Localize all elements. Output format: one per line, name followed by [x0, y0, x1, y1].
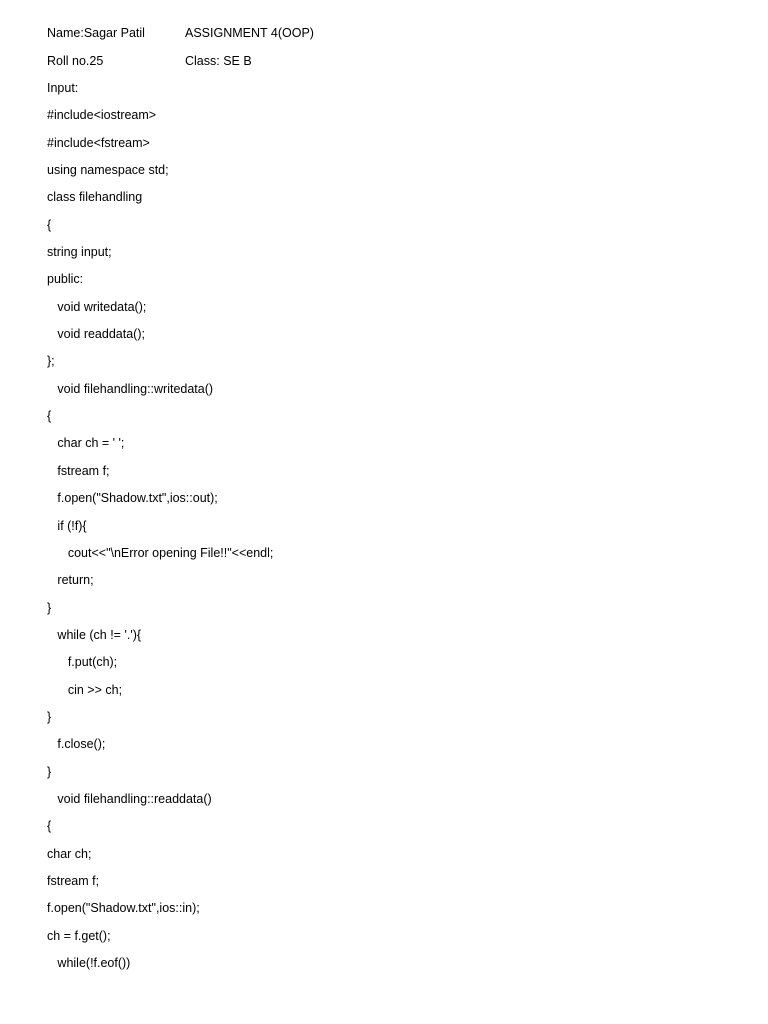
code-line: while (ch != '.'){	[47, 627, 142, 642]
code-line: void filehandling::writedata()	[47, 381, 214, 396]
code-line: public:	[47, 272, 84, 287]
header-row-2	[47, 51, 447, 71]
assignment-title: ASSIGNMENT 4(OOP)	[185, 26, 314, 40]
code-line: f.close();	[47, 737, 106, 752]
code-listing	[47, 78, 273, 980]
code-line: void readdata();	[47, 327, 145, 342]
code-line: }	[47, 600, 52, 615]
code-line: #include<iostream>	[47, 108, 157, 123]
code-line: cin >> ch;	[47, 682, 123, 697]
student-name: Name:Sagar Patil	[47, 26, 145, 40]
code-line: };	[47, 354, 55, 369]
code-line: using namespace std;	[47, 163, 169, 178]
code-line: Input:	[47, 81, 79, 95]
code-line: }	[47, 709, 52, 724]
code-line: {	[47, 409, 52, 424]
code-line: {	[47, 819, 52, 834]
code-line: void writedata();	[47, 299, 147, 314]
code-line: f.open("Shadow.txt",ios::in);	[47, 901, 200, 916]
code-line: char ch = ' ';	[47, 436, 125, 451]
code-line: if (!f){	[47, 518, 87, 533]
code-line: fstream f;	[47, 463, 110, 478]
code-line: return;	[47, 573, 94, 588]
code-line: ch = f.get();	[47, 928, 111, 943]
code-line: f.put(ch);	[47, 655, 118, 670]
code-line: cout<<"\nError opening File!!"<<endl;	[47, 545, 274, 560]
roll-number: Roll no.25	[47, 54, 104, 68]
code-line: fstream f;	[47, 873, 100, 888]
code-line: while(!f.eof())	[47, 956, 131, 970]
code-line: #include<fstream>	[47, 135, 150, 150]
code-line: f.open("Shadow.txt",ios::out);	[47, 491, 218, 506]
code-line: char ch;	[47, 846, 92, 861]
class-label: Class: SE B	[185, 54, 252, 68]
code-line: string input;	[47, 245, 112, 260]
header-row-1	[47, 23, 447, 43]
code-line: {	[47, 217, 52, 232]
code-line: }	[47, 764, 52, 779]
code-line: class filehandling	[47, 190, 143, 205]
code-line: void filehandling::readdata()	[47, 791, 212, 806]
